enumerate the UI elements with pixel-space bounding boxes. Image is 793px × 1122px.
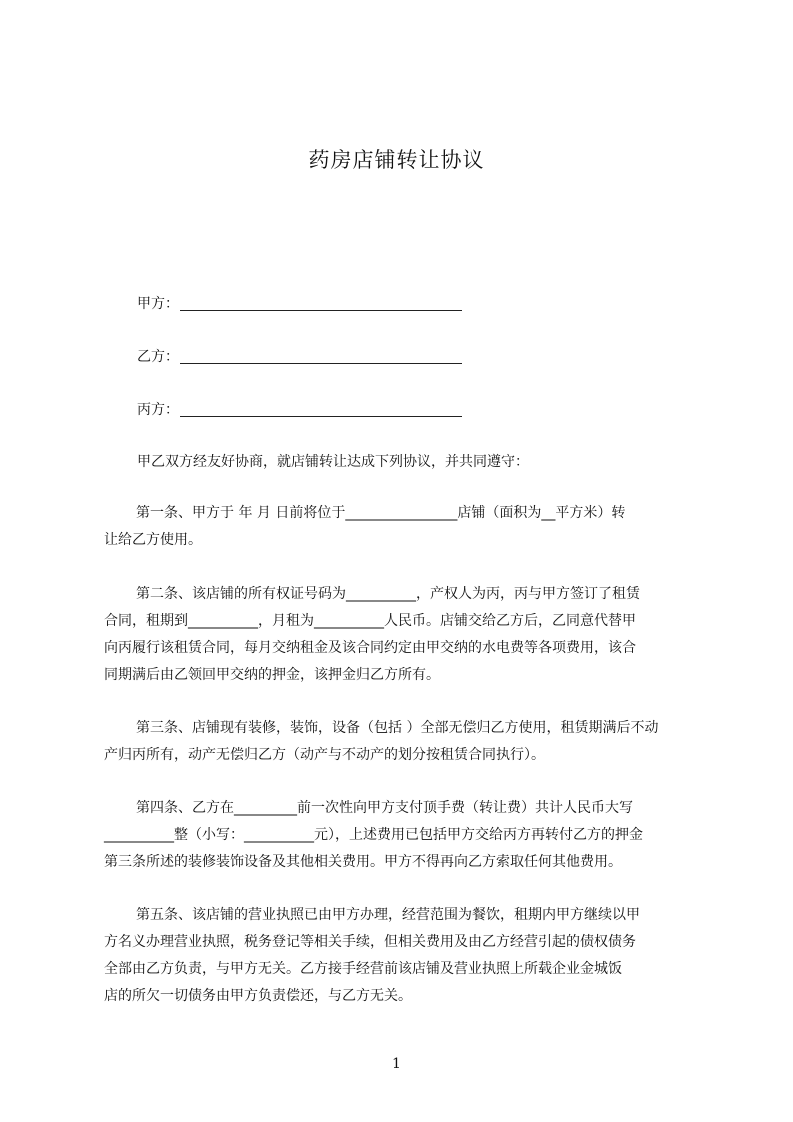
article-5-line: 方名义办理营业执照，税务登记等相关手续，但相关费用及由乙方经营引起的债权债务: [104, 934, 636, 950]
article-3-line: 产归丙所有，动产无偿归乙方（动产与不动产的划分按租赁合同执行）。: [104, 747, 545, 763]
article-5: [104, 902, 700, 1010]
article-5-line: 店的所欠一切债务由甲方负责偿还，与乙方无关。: [104, 988, 412, 1004]
article-2-line: 向丙履行该租赁合同，每月交纳租金及该合同约定由甲交纳的水电费等各项费用，该合: [104, 640, 636, 656]
party-c-blank: [180, 401, 462, 417]
article-3-line: 第三条、店铺现有装修，装饰，设备（包括 ）全部无偿归乙方使用，租赁期满后不动: [136, 720, 659, 736]
document-title: 药房店铺转让协议: [308, 148, 485, 172]
article-1: [104, 500, 700, 554]
party-b-blank: [180, 348, 462, 364]
article-5-line: 全部由乙方负责，与甲方无关。乙方接手经营前该店铺及营业执照上所载企业金城饭: [104, 961, 622, 977]
intro-paragraph: 甲乙双方经友好协商，就店铺转让达成下列协议，并共同遵守：: [137, 454, 529, 470]
article-4-line: 第三条所述的装修装饰设备及其他相关费用。甲方不得再向乙方索取任何其他费用。: [104, 854, 622, 870]
party-b-line: [137, 346, 462, 366]
article-2-line: 合同，租期到__________，月租为__________人民币。店铺交给乙方后，乙同意代替甲: [104, 613, 636, 629]
page-number: 1: [392, 1056, 401, 1072]
article-3: [104, 715, 700, 769]
article-1-line: 第一条、甲方于 年 月 日前将位于________________店铺（面积为__平方米）转: [136, 505, 626, 521]
party-a-line: [137, 293, 462, 313]
article-2-line: 同期满后由乙领回甲交纳的押金，该押金归乙方所有。: [104, 667, 440, 683]
article-2: [104, 581, 700, 689]
party-a-blank: [180, 295, 462, 311]
party-b-label: 乙方：: [137, 349, 179, 365]
party-c-line: [137, 399, 462, 419]
party-a-label: 甲方：: [137, 296, 179, 312]
article-2-line: 第二条、该店铺的所有权证号码为__________，产权人为丙，丙与甲方签订了租赁: [136, 586, 640, 602]
article-1-line: 让给乙方使用。: [104, 532, 202, 548]
article-4: [104, 795, 700, 876]
article-4-line: __________整（小写：__________元），上述费用已包括甲方交给丙方再转付乙方的押金: [104, 827, 643, 843]
article-5-line: 第五条、该店铺的营业执照已由甲方办理，经营范围为餐饮，租期内甲方继续以甲: [136, 907, 640, 923]
party-c-label: 丙方：: [137, 402, 179, 418]
article-4-line: 第四条、乙方在_________前一次性向甲方支付顶手费（转让费）共计人民币大写: [136, 800, 633, 816]
